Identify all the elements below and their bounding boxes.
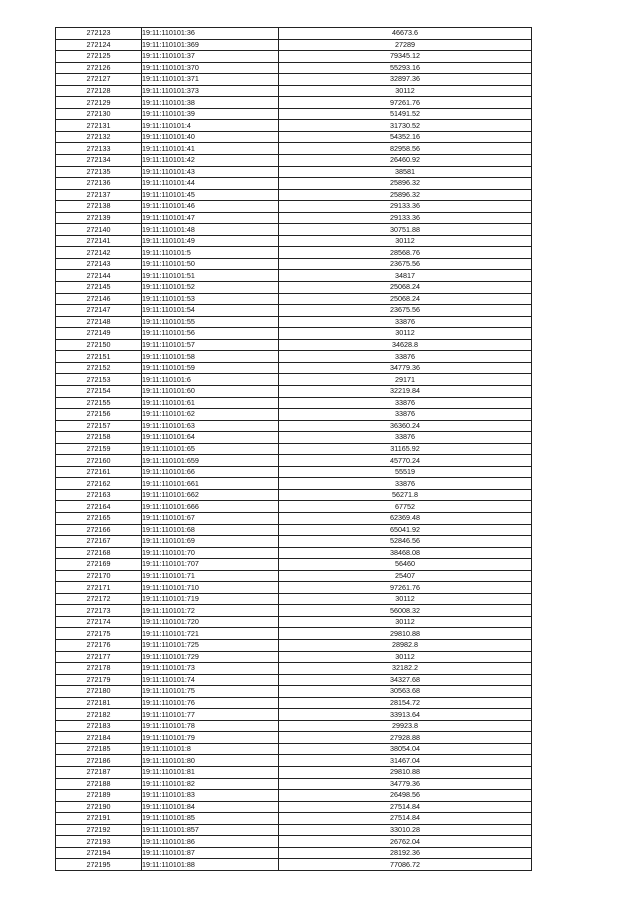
row-number-cell: 272160 xyxy=(56,455,142,467)
table-row xyxy=(56,247,532,259)
table-row xyxy=(56,639,532,651)
row-number-cell: 272142 xyxy=(56,247,142,259)
value-cell: 52846.56 xyxy=(279,536,532,548)
table-row xyxy=(56,732,532,744)
cadastral-number-cell: 19:11:110101:75 xyxy=(142,686,279,698)
value-cell: 67752 xyxy=(279,501,532,513)
value-cell: 46673.6 xyxy=(279,28,532,40)
table-row xyxy=(56,374,532,386)
cadastral-number-cell: 19:11:110101:729 xyxy=(142,651,279,663)
table-row xyxy=(56,559,532,571)
cadastral-number-cell: 19:11:110101:67 xyxy=(142,512,279,524)
value-cell: 31165.92 xyxy=(279,443,532,455)
cadastral-number-cell: 19:11:110101:73 xyxy=(142,663,279,675)
row-number-cell: 272191 xyxy=(56,813,142,825)
row-number-cell: 272188 xyxy=(56,778,142,790)
cadastral-number-cell: 19:11:110101:74 xyxy=(142,674,279,686)
value-cell: 25896.32 xyxy=(279,178,532,190)
cadastral-number-cell: 19:11:110101:4 xyxy=(142,120,279,132)
cadastral-number-cell: 19:11:110101:719 xyxy=(142,593,279,605)
value-cell: 56271.8 xyxy=(279,489,532,501)
table-row xyxy=(56,201,532,213)
row-number-cell: 272189 xyxy=(56,790,142,802)
row-number-cell: 272153 xyxy=(56,374,142,386)
table-row xyxy=(56,51,532,63)
row-number-cell: 272186 xyxy=(56,755,142,767)
value-cell: 25407 xyxy=(279,570,532,582)
value-cell: 29171 xyxy=(279,374,532,386)
cadastral-number-cell: 19:11:110101:52 xyxy=(142,282,279,294)
cadastral-number-cell: 19:11:110101:56 xyxy=(142,328,279,340)
value-cell: 28568.76 xyxy=(279,247,532,259)
row-number-cell: 272173 xyxy=(56,605,142,617)
value-cell: 62369.48 xyxy=(279,512,532,524)
row-number-cell: 272164 xyxy=(56,501,142,513)
row-number-cell: 272184 xyxy=(56,732,142,744)
value-cell: 97261.76 xyxy=(279,97,532,109)
row-number-cell: 272154 xyxy=(56,385,142,397)
value-cell: 54352.16 xyxy=(279,131,532,143)
row-number-cell: 272148 xyxy=(56,316,142,328)
table-row xyxy=(56,443,532,455)
table-row xyxy=(56,258,532,270)
row-number-cell: 272175 xyxy=(56,628,142,640)
cadastral-number-cell: 19:11:110101:373 xyxy=(142,85,279,97)
table-row xyxy=(56,282,532,294)
cadastral-number-cell: 19:11:110101:58 xyxy=(142,351,279,363)
table-row xyxy=(56,351,532,363)
row-number-cell: 272132 xyxy=(56,131,142,143)
row-number-cell: 272159 xyxy=(56,443,142,455)
cadastral-number-cell: 19:11:110101:69 xyxy=(142,536,279,548)
value-cell: 27289 xyxy=(279,39,532,51)
table-row xyxy=(56,628,532,640)
table-row xyxy=(56,651,532,663)
row-number-cell: 272187 xyxy=(56,767,142,779)
cadastral-number-cell: 19:11:110101:87 xyxy=(142,847,279,859)
value-cell: 23675.56 xyxy=(279,305,532,317)
value-cell: 30112 xyxy=(279,328,532,340)
row-number-cell: 272168 xyxy=(56,547,142,559)
row-number-cell: 272145 xyxy=(56,282,142,294)
value-cell: 28154.72 xyxy=(279,697,532,709)
cadastral-number-cell: 19:11:110101:84 xyxy=(142,801,279,813)
value-cell: 56008.32 xyxy=(279,605,532,617)
table-row xyxy=(56,108,532,120)
cadastral-number-cell: 19:11:110101:369 xyxy=(142,39,279,51)
cadastral-number-cell: 19:11:110101:61 xyxy=(142,397,279,409)
value-cell: 25068.24 xyxy=(279,293,532,305)
cadastral-number-cell: 19:11:110101:55 xyxy=(142,316,279,328)
table-row xyxy=(56,536,532,548)
table-row xyxy=(56,582,532,594)
table-row xyxy=(56,131,532,143)
table-row xyxy=(56,755,532,767)
value-cell: 30112 xyxy=(279,651,532,663)
row-number-cell: 272143 xyxy=(56,258,142,270)
value-cell: 29133.36 xyxy=(279,212,532,224)
table-row xyxy=(56,120,532,132)
cadastral-number-cell: 19:11:110101:36 xyxy=(142,28,279,40)
value-cell: 30112 xyxy=(279,85,532,97)
cadastral-number-cell: 19:11:110101:79 xyxy=(142,732,279,744)
value-cell: 29810.88 xyxy=(279,628,532,640)
cadastral-number-cell: 19:11:110101:370 xyxy=(142,62,279,74)
cadastral-number-cell: 19:11:110101:78 xyxy=(142,720,279,732)
cadastral-number-cell: 19:11:110101:45 xyxy=(142,189,279,201)
cadastral-number-cell: 19:11:110101:710 xyxy=(142,582,279,594)
cadastral-number-cell: 19:11:110101:53 xyxy=(142,293,279,305)
cadastral-number-cell: 19:11:110101:51 xyxy=(142,270,279,282)
cadastral-number-cell: 19:11:110101:41 xyxy=(142,143,279,155)
table-row xyxy=(56,663,532,675)
table-row xyxy=(56,316,532,328)
row-number-cell: 272123 xyxy=(56,28,142,40)
table-row xyxy=(56,97,532,109)
row-number-cell: 272192 xyxy=(56,824,142,836)
table-row xyxy=(56,605,532,617)
row-number-cell: 272176 xyxy=(56,639,142,651)
value-cell: 33876 xyxy=(279,478,532,490)
cadastral-number-cell: 19:11:110101:725 xyxy=(142,639,279,651)
table-row xyxy=(56,489,532,501)
row-number-cell: 272134 xyxy=(56,155,142,167)
row-number-cell: 272178 xyxy=(56,663,142,675)
table-row xyxy=(56,547,532,559)
row-number-cell: 272155 xyxy=(56,397,142,409)
row-number-cell: 272195 xyxy=(56,859,142,871)
value-cell: 33010.28 xyxy=(279,824,532,836)
value-cell: 25896.32 xyxy=(279,189,532,201)
row-number-cell: 272136 xyxy=(56,178,142,190)
cadastral-number-cell: 19:11:110101:43 xyxy=(142,166,279,178)
row-number-cell: 272140 xyxy=(56,224,142,236)
table-row xyxy=(56,143,532,155)
row-number-cell: 272147 xyxy=(56,305,142,317)
row-number-cell: 272194 xyxy=(56,847,142,859)
table-row xyxy=(56,293,532,305)
cadastral-number-cell: 19:11:110101:49 xyxy=(142,235,279,247)
row-number-cell: 272151 xyxy=(56,351,142,363)
row-number-cell: 272181 xyxy=(56,697,142,709)
value-cell: 82958.56 xyxy=(279,143,532,155)
cadastral-number-cell: 19:11:110101:60 xyxy=(142,385,279,397)
table-row xyxy=(56,743,532,755)
value-cell: 38581 xyxy=(279,166,532,178)
value-cell: 26498.56 xyxy=(279,790,532,802)
table-row xyxy=(56,859,532,871)
value-cell: 27514.84 xyxy=(279,813,532,825)
row-number-cell: 272171 xyxy=(56,582,142,594)
table-row xyxy=(56,305,532,317)
row-number-cell: 272179 xyxy=(56,674,142,686)
row-number-cell: 272180 xyxy=(56,686,142,698)
cadastral-number-cell: 19:11:110101:62 xyxy=(142,409,279,421)
table-row xyxy=(56,778,532,790)
value-cell: 34779.36 xyxy=(279,778,532,790)
row-number-cell: 272167 xyxy=(56,536,142,548)
value-cell: 34327.68 xyxy=(279,674,532,686)
cadastral-number-cell: 19:11:110101:38 xyxy=(142,97,279,109)
table-row xyxy=(56,836,532,848)
row-number-cell: 272125 xyxy=(56,51,142,63)
value-cell: 65041.92 xyxy=(279,524,532,536)
row-number-cell: 272172 xyxy=(56,593,142,605)
row-number-cell: 272128 xyxy=(56,85,142,97)
row-number-cell: 272144 xyxy=(56,270,142,282)
value-cell: 33876 xyxy=(279,316,532,328)
table-row xyxy=(56,801,532,813)
row-number-cell: 272162 xyxy=(56,478,142,490)
value-cell: 31730.52 xyxy=(279,120,532,132)
table-row xyxy=(56,478,532,490)
table-row xyxy=(56,155,532,167)
value-cell: 25068.24 xyxy=(279,282,532,294)
row-number-cell: 272193 xyxy=(56,836,142,848)
table-row xyxy=(56,385,532,397)
table-row xyxy=(56,790,532,802)
cadastral-number-cell: 19:11:110101:70 xyxy=(142,547,279,559)
table-row xyxy=(56,697,532,709)
row-number-cell: 272146 xyxy=(56,293,142,305)
value-cell: 30563.68 xyxy=(279,686,532,698)
cadastral-number-cell: 19:11:110101:707 xyxy=(142,559,279,571)
cadastral-number-cell: 19:11:110101:88 xyxy=(142,859,279,871)
table-row xyxy=(56,85,532,97)
value-cell: 27514.84 xyxy=(279,801,532,813)
value-cell: 31467.04 xyxy=(279,755,532,767)
row-number-cell: 272138 xyxy=(56,201,142,213)
table-row xyxy=(56,570,532,582)
table-row xyxy=(56,62,532,74)
cadastral-number-cell: 19:11:110101:47 xyxy=(142,212,279,224)
table-row xyxy=(56,709,532,721)
row-number-cell: 272166 xyxy=(56,524,142,536)
value-cell: 28192.36 xyxy=(279,847,532,859)
cadastral-number-cell: 19:11:110101:66 xyxy=(142,466,279,478)
cadastral-number-cell: 19:11:110101:63 xyxy=(142,420,279,432)
table-row xyxy=(56,224,532,236)
value-cell: 32897.36 xyxy=(279,74,532,86)
value-cell: 30112 xyxy=(279,616,532,628)
table-row xyxy=(56,397,532,409)
cadastral-number-cell: 19:11:110101:65 xyxy=(142,443,279,455)
row-number-cell: 272150 xyxy=(56,339,142,351)
value-cell: 79345.12 xyxy=(279,51,532,63)
table-row xyxy=(56,824,532,836)
value-cell: 29810.88 xyxy=(279,767,532,779)
value-cell: 27928.88 xyxy=(279,732,532,744)
value-cell: 29923.8 xyxy=(279,720,532,732)
value-cell: 32219.84 xyxy=(279,385,532,397)
cadastral-number-cell: 19:11:110101:659 xyxy=(142,455,279,467)
value-cell: 55519 xyxy=(279,466,532,478)
value-cell: 33876 xyxy=(279,351,532,363)
row-number-cell: 272137 xyxy=(56,189,142,201)
value-cell: 26762.04 xyxy=(279,836,532,848)
table-row xyxy=(56,420,532,432)
row-number-cell: 272163 xyxy=(56,489,142,501)
table-row xyxy=(56,166,532,178)
cadastral-number-cell: 19:11:110101:50 xyxy=(142,258,279,270)
row-number-cell: 272185 xyxy=(56,743,142,755)
row-number-cell: 272174 xyxy=(56,616,142,628)
value-cell: 55293.16 xyxy=(279,62,532,74)
value-cell: 38054.04 xyxy=(279,743,532,755)
table-row xyxy=(56,674,532,686)
table-row xyxy=(56,686,532,698)
table-row xyxy=(56,593,532,605)
row-number-cell: 272177 xyxy=(56,651,142,663)
row-number-cell: 272157 xyxy=(56,420,142,432)
cadastral-number-cell: 19:11:110101:39 xyxy=(142,108,279,120)
row-number-cell: 272141 xyxy=(56,235,142,247)
value-cell: 45770.24 xyxy=(279,455,532,467)
cadastral-number-cell: 19:11:110101:661 xyxy=(142,478,279,490)
cadastral-number-cell: 19:11:110101:83 xyxy=(142,790,279,802)
cadastral-number-cell: 19:11:110101:48 xyxy=(142,224,279,236)
row-number-cell: 272127 xyxy=(56,74,142,86)
row-number-cell: 272135 xyxy=(56,166,142,178)
cadastral-number-cell: 19:11:110101:666 xyxy=(142,501,279,513)
value-cell: 33913.64 xyxy=(279,709,532,721)
table-row xyxy=(56,524,532,536)
value-cell: 28982.8 xyxy=(279,639,532,651)
row-number-cell: 272124 xyxy=(56,39,142,51)
cadastral-number-cell: 19:11:110101:71 xyxy=(142,570,279,582)
value-cell: 34779.36 xyxy=(279,362,532,374)
cadastral-number-cell: 19:11:110101:54 xyxy=(142,305,279,317)
row-number-cell: 272152 xyxy=(56,362,142,374)
value-cell: 34628.8 xyxy=(279,339,532,351)
cadastral-number-cell: 19:11:110101:40 xyxy=(142,131,279,143)
table-row xyxy=(56,212,532,224)
cadastral-number-cell: 19:11:110101:86 xyxy=(142,836,279,848)
value-cell: 33876 xyxy=(279,397,532,409)
value-cell: 33876 xyxy=(279,432,532,444)
cadastral-number-cell: 19:11:110101:72 xyxy=(142,605,279,617)
table-row xyxy=(56,339,532,351)
cadastral-number-cell: 19:11:110101:81 xyxy=(142,767,279,779)
cadastral-number-cell: 19:11:110101:76 xyxy=(142,697,279,709)
cadastral-number-cell: 19:11:110101:44 xyxy=(142,178,279,190)
row-number-cell: 272129 xyxy=(56,97,142,109)
table-row xyxy=(56,178,532,190)
row-number-cell: 272156 xyxy=(56,409,142,421)
value-cell: 51491.52 xyxy=(279,108,532,120)
cadastral-number-cell: 19:11:110101:857 xyxy=(142,824,279,836)
cadastral-number-cell: 19:11:110101:46 xyxy=(142,201,279,213)
table-row xyxy=(56,501,532,513)
value-cell: 38468.08 xyxy=(279,547,532,559)
row-number-cell: 272139 xyxy=(56,212,142,224)
table-row xyxy=(56,409,532,421)
table-row xyxy=(56,616,532,628)
cadastral-number-cell: 19:11:110101:371 xyxy=(142,74,279,86)
row-number-cell: 272133 xyxy=(56,143,142,155)
value-cell: 29133.36 xyxy=(279,201,532,213)
cadastral-number-cell: 19:11:110101:59 xyxy=(142,362,279,374)
value-cell: 32182.2 xyxy=(279,663,532,675)
table-row xyxy=(56,813,532,825)
row-number-cell: 272183 xyxy=(56,720,142,732)
cadastral-number-cell: 19:11:110101:68 xyxy=(142,524,279,536)
cadastral-number-cell: 19:11:110101:720 xyxy=(142,616,279,628)
row-number-cell: 272161 xyxy=(56,466,142,478)
cadastral-value-table xyxy=(55,27,532,871)
table-row xyxy=(56,720,532,732)
row-number-cell: 272126 xyxy=(56,62,142,74)
table-row xyxy=(56,466,532,478)
value-cell: 77086.72 xyxy=(279,859,532,871)
row-number-cell: 272170 xyxy=(56,570,142,582)
table-row xyxy=(56,455,532,467)
row-number-cell: 272130 xyxy=(56,108,142,120)
table-row xyxy=(56,767,532,779)
table-row xyxy=(56,362,532,374)
row-number-cell: 272182 xyxy=(56,709,142,721)
cadastral-number-cell: 19:11:110101:85 xyxy=(142,813,279,825)
table-row xyxy=(56,512,532,524)
row-number-cell: 272131 xyxy=(56,120,142,132)
cadastral-number-cell: 19:11:110101:77 xyxy=(142,709,279,721)
row-number-cell: 272149 xyxy=(56,328,142,340)
row-number-cell: 272169 xyxy=(56,559,142,571)
cadastral-number-cell: 19:11:110101:5 xyxy=(142,247,279,259)
value-cell: 34817 xyxy=(279,270,532,282)
cadastral-number-cell: 19:11:110101:8 xyxy=(142,743,279,755)
cadastral-number-cell: 19:11:110101:80 xyxy=(142,755,279,767)
cadastral-number-cell: 19:11:110101:37 xyxy=(142,51,279,63)
table-row xyxy=(56,235,532,247)
value-cell: 56460 xyxy=(279,559,532,571)
value-cell: 30751.88 xyxy=(279,224,532,236)
table-row xyxy=(56,432,532,444)
table-row xyxy=(56,328,532,340)
cadastral-number-cell: 19:11:110101:42 xyxy=(142,155,279,167)
cadastral-number-cell: 19:11:110101:82 xyxy=(142,778,279,790)
value-cell: 26460.92 xyxy=(279,155,532,167)
cadastral-number-cell: 19:11:110101:721 xyxy=(142,628,279,640)
cadastral-number-cell: 19:11:110101:662 xyxy=(142,489,279,501)
value-cell: 33876 xyxy=(279,409,532,421)
table-row xyxy=(56,847,532,859)
value-cell: 36360.24 xyxy=(279,420,532,432)
table-row xyxy=(56,39,532,51)
row-number-cell: 272190 xyxy=(56,801,142,813)
cadastral-number-cell: 19:11:110101:64 xyxy=(142,432,279,444)
row-number-cell: 272165 xyxy=(56,512,142,524)
value-cell: 30112 xyxy=(279,593,532,605)
table-row xyxy=(56,74,532,86)
value-cell: 30112 xyxy=(279,235,532,247)
table-row xyxy=(56,28,532,40)
value-cell: 23675.56 xyxy=(279,258,532,270)
cadastral-number-cell: 19:11:110101:6 xyxy=(142,374,279,386)
row-number-cell: 272158 xyxy=(56,432,142,444)
table-body xyxy=(56,28,532,871)
value-cell: 97261.76 xyxy=(279,582,532,594)
cadastral-number-cell: 19:11:110101:57 xyxy=(142,339,279,351)
table-row xyxy=(56,189,532,201)
table-row xyxy=(56,270,532,282)
